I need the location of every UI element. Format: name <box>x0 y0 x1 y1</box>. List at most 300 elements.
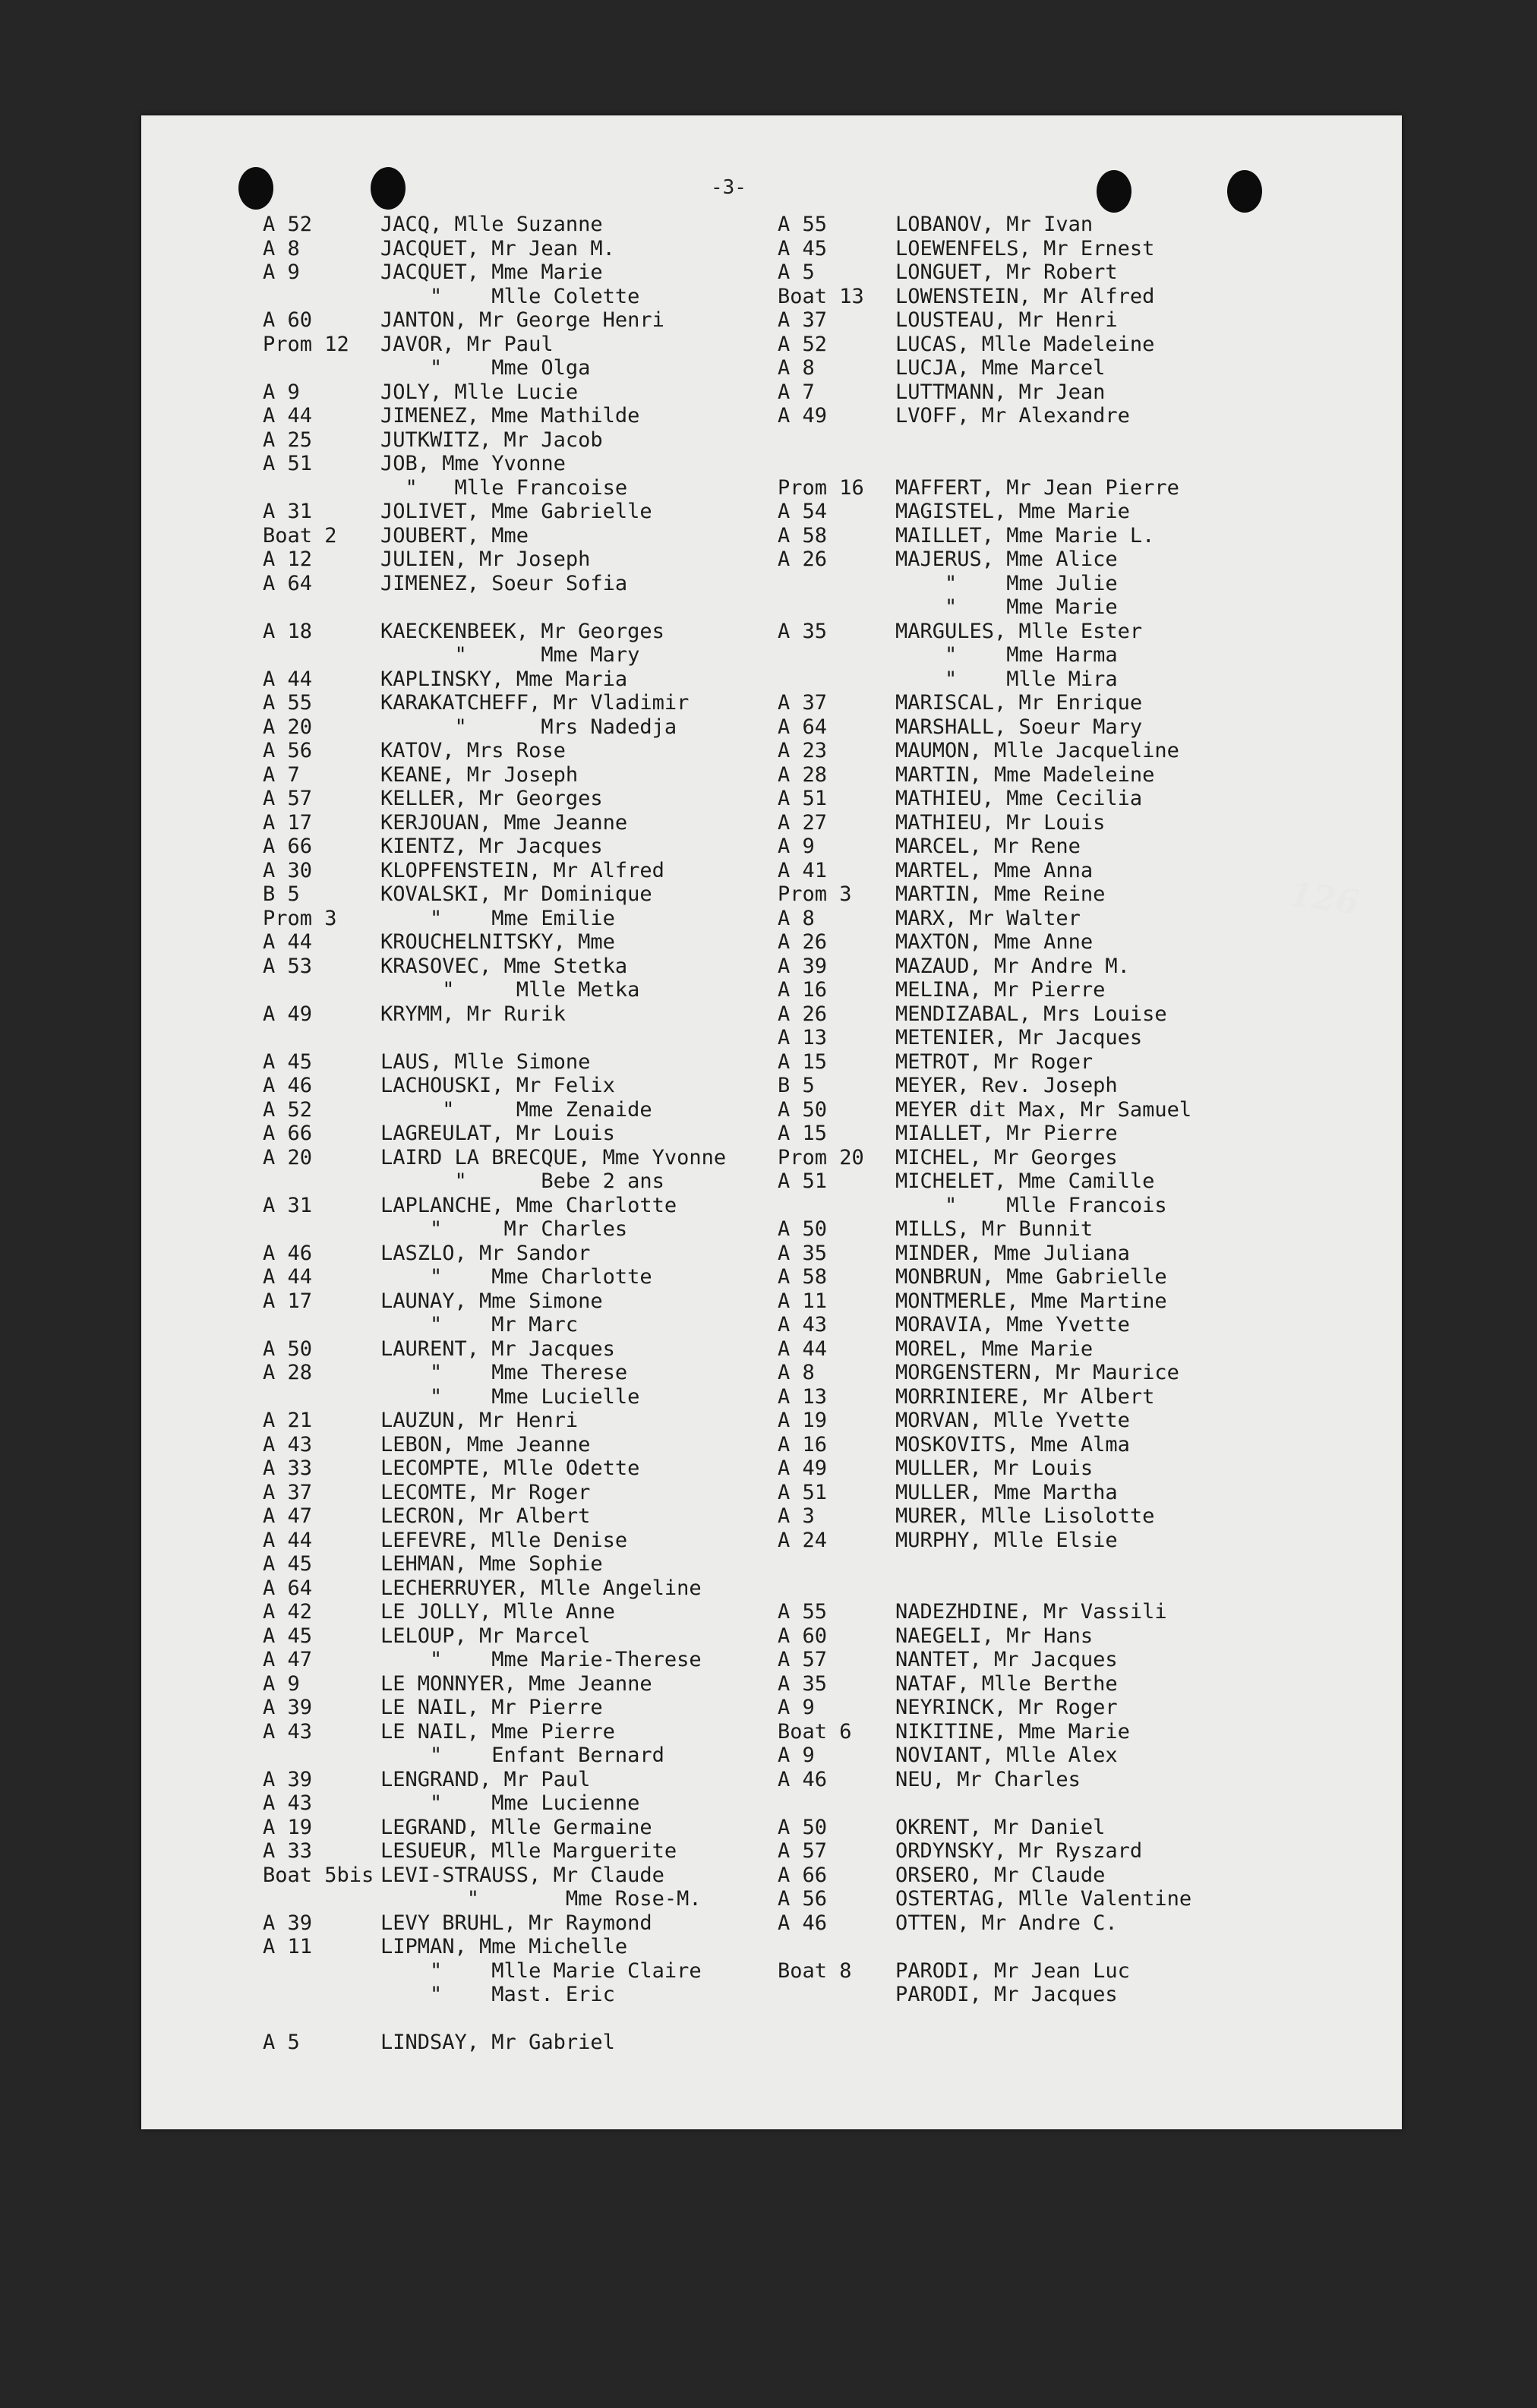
entry-name: JIMENEZ, Mme Mathilde <box>380 404 640 428</box>
entry-location: A 9 <box>263 1671 300 1696</box>
entry-location: A 19 <box>778 1409 828 1432</box>
margin-note: 126 <box>1286 874 1362 923</box>
entry-location: A 45 <box>778 236 828 260</box>
punch-hole-left-1 <box>238 167 273 210</box>
entry-location: Prom 20 <box>778 1145 864 1169</box>
list-entry <box>778 978 1385 1002</box>
list-entry <box>263 2007 855 2031</box>
list-entry <box>778 1026 1385 1050</box>
entry-name: LIPMAN, Mme Michelle <box>380 1935 628 1958</box>
entry-name: MORGENSTERN, Mr Maurice <box>895 1361 1179 1384</box>
list-entry <box>263 524 855 548</box>
entry-name: LVOFF, Mr Alexandre <box>895 404 1130 428</box>
entry-name: MONTMERLE, Mme Martine <box>895 1289 1167 1313</box>
entry-location: A 35 <box>778 619 828 643</box>
entry-location: A 15 <box>778 1049 828 1074</box>
entry-location: Prom 3 <box>778 882 852 906</box>
list-entry <box>778 213 1385 237</box>
entry-location: A 56 <box>778 1887 828 1911</box>
entry-name: " Mlle Francois <box>895 1193 1167 1217</box>
list-entry <box>778 237 1385 261</box>
list-entry <box>263 1074 855 1098</box>
entry-name: KLOPFENSTEIN, Mr Alfred <box>380 858 664 882</box>
list-entry <box>263 2031 855 2055</box>
list-entry <box>778 1744 1385 1768</box>
list-entry <box>263 1552 855 1576</box>
entry-name: MIALLET, Mr Pierre <box>895 1122 1118 1145</box>
entry-name: LECRON, Mr Albert <box>380 1504 591 1528</box>
entry-name: MINDER, Mme Juliana <box>895 1241 1130 1265</box>
document-page <box>141 115 1402 2129</box>
list-entry <box>263 1098 855 1122</box>
entry-location: A 8 <box>778 906 815 930</box>
list-entry <box>263 260 855 285</box>
list-entry <box>263 213 855 237</box>
entry-name: MATHIEU, Mme Cecilia <box>895 787 1143 810</box>
list-entry <box>263 1409 855 1433</box>
list-entry <box>263 285 855 309</box>
list-entry <box>778 380 1385 405</box>
list-entry <box>778 1265 1385 1289</box>
list-entry <box>263 1816 855 1840</box>
list-entry <box>263 1935 855 1959</box>
list-entry <box>778 1983 1385 2007</box>
entry-name: LAIRD LA BRECQUE, Mme Yvonne <box>380 1145 727 1169</box>
entry-location: A 44 <box>263 1528 313 1552</box>
entry-location: A 9 <box>778 1696 815 1719</box>
entry-name: KOVALSKI, Mr Dominique <box>380 882 652 906</box>
list-entry <box>778 1816 1385 1840</box>
entry-name: LOEWENFELS, Mr Ernest <box>895 236 1155 260</box>
entry-name: " Mme Marie-Therese <box>380 1648 702 1671</box>
list-entry <box>778 1146 1385 1170</box>
entry-location: A 45 <box>263 1624 313 1648</box>
passenger-list-right <box>778 213 1385 2007</box>
entry-name: LUCJA, Mme Marcel <box>895 356 1106 380</box>
list-entry <box>263 1146 855 1170</box>
entry-name: LE NAIL, Mme Pierre <box>380 1719 615 1744</box>
list-entry <box>778 1002 1385 1027</box>
entry-name: " Mme Harma <box>895 643 1118 667</box>
list-entry <box>263 237 855 261</box>
entry-location: A 7 <box>778 380 815 404</box>
list-entry <box>778 1361 1385 1385</box>
entry-name: LOBANOV, Mr Ivan <box>895 213 1094 236</box>
entry-name: LAGREULAT, Mr Louis <box>380 1122 615 1145</box>
list-entry <box>263 1289 855 1314</box>
list-entry <box>778 500 1385 524</box>
entry-location: A 37 <box>778 308 828 332</box>
entry-location: A 31 <box>263 500 313 523</box>
entry-location: A 8 <box>263 236 300 260</box>
entry-location: A 12 <box>263 548 313 571</box>
entry-name: LINDSAY, Mr Gabriel <box>380 2031 615 2054</box>
page-number: -3- <box>711 176 746 199</box>
entry-location: A 54 <box>778 500 828 523</box>
entry-location: A 33 <box>263 1839 313 1863</box>
entry-location: A 66 <box>263 1122 313 1145</box>
entry-location: A 43 <box>263 1791 313 1815</box>
entry-location: A 7 <box>263 762 300 787</box>
entry-location: Boat 13 <box>778 284 864 308</box>
list-entry <box>778 1696 1385 1720</box>
list-entry <box>778 1911 1385 1936</box>
entry-location: A 46 <box>778 1911 828 1935</box>
entry-location: A 43 <box>263 1432 313 1456</box>
list-entry <box>778 1672 1385 1696</box>
entry-name: OKRENT, Mr Daniel <box>895 1815 1106 1839</box>
entry-location: A 9 <box>778 1744 815 1767</box>
passenger-list-left <box>263 213 855 2055</box>
list-entry <box>263 1002 855 1027</box>
list-entry <box>263 1864 855 1888</box>
entry-location: A 9 <box>263 380 300 404</box>
list-entry <box>778 787 1385 811</box>
list-entry <box>778 955 1385 979</box>
entry-location: A 64 <box>263 1576 313 1600</box>
list-entry <box>778 811 1385 835</box>
entry-name: " Mme Emilie <box>380 906 615 930</box>
entry-name: LOUSTEAU, Mr Henri <box>895 308 1118 332</box>
list-entry <box>263 1361 855 1385</box>
list-entry <box>263 1959 855 1984</box>
list-entry <box>778 1529 1385 1553</box>
list-entry <box>778 1959 1385 1984</box>
list-entry <box>778 763 1385 787</box>
entry-location: A 66 <box>778 1863 828 1887</box>
entry-name: KROUCHELNITSKY, Mme <box>380 930 615 954</box>
entry-name: " Mast. Eric <box>380 1983 615 2006</box>
entry-name: LAURENT, Mr Jacques <box>380 1337 615 1361</box>
entry-name: KARAKATCHEFF, Mr Vladimir <box>380 691 690 715</box>
list-entry <box>263 739 855 763</box>
list-entry <box>778 260 1385 285</box>
list-entry <box>263 1672 855 1696</box>
entry-location: A 33 <box>263 1456 313 1480</box>
list-entry <box>263 500 855 524</box>
list-entry <box>263 1983 855 2007</box>
entry-location: A 51 <box>778 1169 828 1193</box>
list-entry <box>778 715 1385 740</box>
entry-name: NAEGELI, Mr Hans <box>895 1624 1094 1648</box>
entry-name: LUCAS, Mlle Madeleine <box>895 332 1155 356</box>
entry-name: KAPLINSKY, Mme Maria <box>380 667 628 691</box>
entry-location: A 27 <box>778 810 828 835</box>
entry-name: " Mr Marc <box>380 1313 579 1337</box>
entry-location: Boat 6 <box>778 1719 852 1744</box>
entry-name: JOB, Mme Yvonne <box>380 452 566 475</box>
entry-name: METROT, Mr Roger <box>895 1049 1094 1074</box>
list-entry <box>263 1456 855 1481</box>
entry-name: LAPLANCHE, Mme Charlotte <box>380 1193 677 1217</box>
entry-location: A 44 <box>263 404 313 428</box>
list-entry <box>778 1098 1385 1122</box>
entry-location: A 39 <box>263 1911 313 1935</box>
entry-location: A 44 <box>778 1337 828 1361</box>
list-entry <box>778 404 1385 428</box>
entry-name: JANTON, Mr George Henri <box>380 308 664 332</box>
entry-location: A 64 <box>778 715 828 739</box>
entry-location: A 49 <box>778 404 828 428</box>
list-entry <box>778 548 1385 572</box>
entry-location: A 52 <box>263 1097 313 1122</box>
entry-location: A 18 <box>263 619 313 643</box>
list-entry <box>778 1624 1385 1649</box>
list-entry <box>263 1313 855 1337</box>
entry-location: A 19 <box>263 1815 313 1839</box>
entry-location: A 64 <box>263 571 313 595</box>
entry-name: " Mlle Marie Claire <box>380 1958 702 1983</box>
list-entry <box>263 1648 855 1672</box>
entry-location: A 50 <box>778 1217 828 1241</box>
entry-location: A 39 <box>778 954 828 978</box>
list-entry <box>263 1911 855 1936</box>
entry-name: OTTEN, Mr Andre C. <box>895 1911 1118 1935</box>
entry-name: LEHMAN, Mme Sophie <box>380 1552 603 1576</box>
entry-name: JOLY, Mlle Lucie <box>380 380 579 404</box>
entry-name: LECOMPTE, Mlle Odette <box>380 1456 640 1480</box>
entry-name: MAUMON, Mlle Jacqueline <box>895 739 1179 762</box>
entry-name: MARTIN, Mme Reine <box>895 882 1106 906</box>
entry-name: LAUS, Mlle Simone <box>380 1049 591 1074</box>
list-entry <box>778 691 1385 715</box>
entry-location: A 9 <box>778 835 815 858</box>
entry-name: MAGISTEL, Mme Marie <box>895 500 1130 523</box>
list-entry <box>263 1576 855 1601</box>
entry-name: LEVY BRUHL, Mr Raymond <box>380 1911 652 1935</box>
list-entry <box>778 1409 1385 1433</box>
entry-name: LENGRAND, Mr Paul <box>380 1767 591 1791</box>
list-entry <box>263 595 855 620</box>
list-entry <box>778 333 1385 357</box>
entry-location: A 57 <box>778 1648 828 1671</box>
list-entry <box>778 1217 1385 1242</box>
list-entry <box>263 859 855 883</box>
entry-name: MARTIN, Mme Madeleine <box>895 762 1155 787</box>
entry-location: A 11 <box>778 1289 828 1313</box>
list-entry <box>263 1194 855 1218</box>
list-entry <box>778 452 1385 476</box>
entry-name: JIMENEZ, Soeur Sofia <box>380 571 628 595</box>
entry-name: LEGRAND, Mlle Germaine <box>380 1815 652 1839</box>
list-entry <box>778 835 1385 859</box>
entry-name: " Mlle Metka <box>380 978 640 1002</box>
list-entry <box>778 1552 1385 1576</box>
list-entry <box>263 882 855 907</box>
entry-name: NANTET, Mr Jacques <box>895 1648 1118 1671</box>
entry-name: " Mlle Colette <box>380 284 640 308</box>
list-entry <box>263 1481 855 1505</box>
list-entry <box>778 1313 1385 1337</box>
entry-location: A 37 <box>778 691 828 715</box>
entry-name: MAILLET, Mme Marie L. <box>895 523 1155 548</box>
list-entry <box>778 1289 1385 1314</box>
list-entry <box>778 1194 1385 1218</box>
entry-location: Prom 16 <box>778 475 864 500</box>
list-entry <box>263 1600 855 1624</box>
entry-location: A 50 <box>778 1815 828 1839</box>
entry-name: MULLER, Mr Louis <box>895 1456 1094 1480</box>
entry-location: A 26 <box>778 548 828 571</box>
list-entry <box>263 1720 855 1744</box>
entry-name: MEYER dit Max, Mr Samuel <box>895 1097 1192 1122</box>
entry-name: OSTERTAG, Mlle Valentine <box>895 1887 1192 1911</box>
entry-name: MAFFERT, Mr Jean Pierre <box>895 475 1179 500</box>
entry-location: A 28 <box>778 762 828 787</box>
entry-location: A 58 <box>778 1265 828 1289</box>
list-entry <box>778 1504 1385 1529</box>
entry-name: ORDYNSKY, Mr Ryszard <box>895 1839 1143 1863</box>
entry-name: " Mme Therese <box>380 1361 628 1384</box>
entry-name: MOSKOVITS, Mme Alma <box>895 1432 1130 1456</box>
list-entry <box>778 1648 1385 1672</box>
entry-name: JACQUET, Mr Jean M. <box>380 236 615 260</box>
entry-name: LELOUP, Mr Marcel <box>380 1624 591 1648</box>
entry-name: MATHIEU, Mr Louis <box>895 810 1106 835</box>
entry-name: LOWENSTEIN, Mr Alfred <box>895 284 1155 308</box>
entry-name: MARGULES, Mlle Ester <box>895 619 1143 643</box>
entry-name: " Mme Charlotte <box>380 1265 652 1289</box>
entry-name: " Mme Lucielle <box>380 1384 640 1409</box>
entry-name: LE NAIL, Mr Pierre <box>380 1696 603 1719</box>
entry-name: " Mme Olga <box>380 356 591 380</box>
list-entry <box>263 1026 855 1050</box>
entry-name: " Mlle Mira <box>895 667 1118 691</box>
entry-name: " Mme Marie <box>895 595 1118 619</box>
entry-name: KEANE, Mr Joseph <box>380 762 579 787</box>
entry-name: MAXTON, Mme Anne <box>895 930 1094 954</box>
entry-location: A 9 <box>263 260 300 284</box>
entry-name: MAJERUS, Mme Alice <box>895 548 1118 571</box>
entry-location: A 26 <box>778 1002 828 1026</box>
entry-location: Boat 8 <box>778 1958 852 1983</box>
list-entry <box>263 667 855 692</box>
entry-name: KRYMM, Mr Rurik <box>380 1002 566 1026</box>
entry-location: A 30 <box>263 858 313 882</box>
entry-name: MARSHALL, Soeur Mary <box>895 715 1143 739</box>
list-entry <box>778 1887 1385 1911</box>
entry-location: A 46 <box>778 1767 828 1791</box>
entry-location: A 8 <box>778 1361 815 1384</box>
entry-name: " Mme Mary <box>380 643 640 667</box>
list-entry <box>263 1385 855 1409</box>
entry-location: A 26 <box>778 930 828 954</box>
entry-name: " Mme Rose-M. <box>380 1887 702 1911</box>
list-entry <box>778 1385 1385 1409</box>
entry-name: MEYER, Rev. Joseph <box>895 1074 1118 1097</box>
entry-location: A 21 <box>263 1409 313 1432</box>
list-entry <box>263 978 855 1002</box>
entry-location: A 16 <box>778 978 828 1002</box>
list-entry <box>263 691 855 715</box>
list-entry <box>263 308 855 333</box>
list-entry <box>778 572 1385 596</box>
list-entry <box>778 476 1385 500</box>
list-entry <box>263 715 855 740</box>
entry-name: NADEZHDINE, Mr Vassili <box>895 1600 1167 1624</box>
entry-name: MARISCAL, Mr Enrique <box>895 691 1143 715</box>
list-entry <box>778 524 1385 548</box>
entry-location: A 44 <box>263 930 313 954</box>
list-entry <box>778 930 1385 955</box>
entry-name: KIENTZ, Mr Jacques <box>380 835 603 858</box>
entry-location: A 55 <box>778 213 828 236</box>
list-entry <box>263 835 855 859</box>
list-entry <box>263 572 855 596</box>
list-entry <box>263 955 855 979</box>
entry-location: A 58 <box>778 523 828 548</box>
list-entry <box>263 620 855 644</box>
list-entry <box>778 308 1385 333</box>
list-entry <box>263 787 855 811</box>
list-entry <box>778 1481 1385 1505</box>
entry-name: MENDIZABAL, Mrs Louise <box>895 1002 1167 1026</box>
list-entry <box>778 1242 1385 1266</box>
entry-name: " Mme Lucienne <box>380 1791 640 1815</box>
entry-location: A 47 <box>263 1504 313 1528</box>
entry-name: JOUBERT, Mme <box>380 523 529 548</box>
entry-name: MARTEL, Mme Anna <box>895 858 1094 882</box>
list-entry <box>263 1791 855 1816</box>
entry-location: A 51 <box>778 787 828 810</box>
entry-name: MICHELET, Mme Camille <box>895 1169 1155 1193</box>
entry-location: A 24 <box>778 1528 828 1552</box>
list-entry <box>263 1122 855 1146</box>
list-entry <box>263 1504 855 1529</box>
list-entry <box>778 1864 1385 1888</box>
list-entry <box>778 1050 1385 1075</box>
entry-location: A 13 <box>778 1026 828 1049</box>
entry-location: A 16 <box>778 1432 828 1456</box>
list-entry <box>263 1050 855 1075</box>
entry-name: JAVOR, Mr Paul <box>380 332 554 356</box>
entry-location: A 52 <box>778 332 828 356</box>
list-entry <box>778 1768 1385 1792</box>
entry-name: METENIER, Mr Jacques <box>895 1026 1143 1049</box>
entry-location: Prom 12 <box>263 332 349 356</box>
entry-location: A 13 <box>778 1384 828 1409</box>
entry-location: A 51 <box>778 1480 828 1504</box>
entry-name: " Enfant Bernard <box>380 1744 664 1767</box>
entry-name: JULIEN, Mr Joseph <box>380 548 591 571</box>
entry-name: " Mme Julie <box>895 571 1118 595</box>
entry-name: KRASOVEC, Mme Stetka <box>380 954 628 978</box>
entry-location: Boat 5bis <box>263 1863 374 1887</box>
entry-name: LECOMTE, Mr Roger <box>380 1480 591 1504</box>
entry-location: B 5 <box>263 882 300 906</box>
entry-location: A 35 <box>778 1241 828 1265</box>
entry-location: A 50 <box>263 1337 313 1361</box>
list-entry <box>263 1337 855 1362</box>
entry-name: " Mr Charles <box>380 1217 628 1241</box>
entry-name: MORVAN, Mlle Yvette <box>895 1409 1130 1432</box>
list-entry <box>263 1839 855 1864</box>
entry-name: MURER, Mlle Lisolotte <box>895 1504 1155 1528</box>
list-entry <box>263 1265 855 1289</box>
entry-name: MOREL, Mme Marie <box>895 1337 1094 1361</box>
entry-location: A 49 <box>263 1002 313 1026</box>
list-entry <box>263 1887 855 1911</box>
entry-location: A 39 <box>263 1696 313 1719</box>
entry-name: JOLIVET, Mme Gabrielle <box>380 500 652 523</box>
entry-name: LE MONNYER, Mme Jeanne <box>380 1671 652 1696</box>
list-entry <box>778 1122 1385 1146</box>
list-entry <box>263 333 855 357</box>
entry-name: LASZLO, Mr Sandor <box>380 1241 591 1265</box>
entry-location: B 5 <box>778 1074 815 1097</box>
list-entry <box>263 763 855 787</box>
entry-name: MONBRUN, Mme Gabrielle <box>895 1265 1167 1289</box>
